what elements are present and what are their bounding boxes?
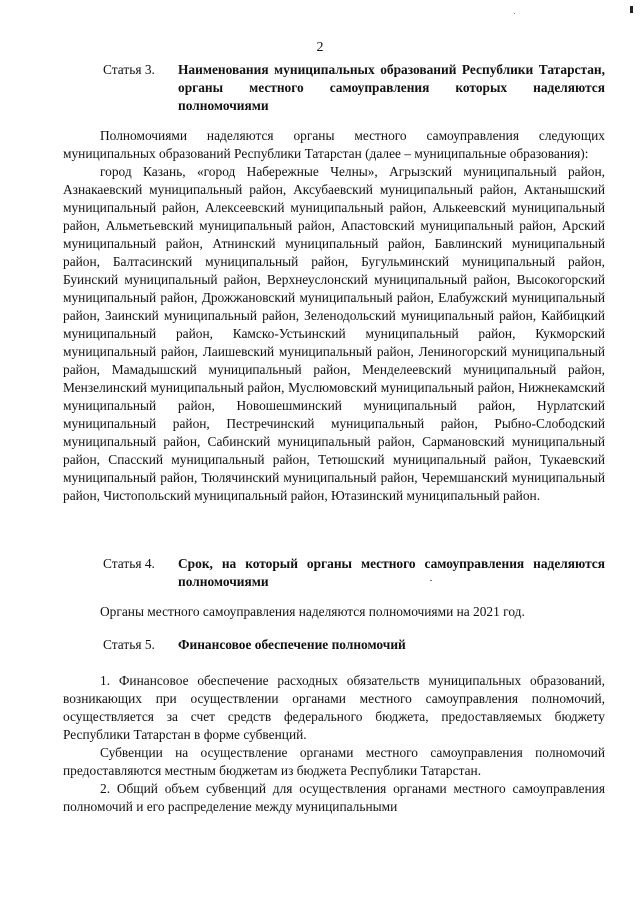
margin-mark (630, 6, 633, 13)
article-5-paragraph-1: 1. Финансовое обеспечение расходных обязательств муниципальных образований, возникающих при осуществлении органами местного самоуправления полномочий, осуществляется за счет средств федерального бюджета, предоставляемых бюджету Республики Татарстан в форме субвенций. (63, 673, 605, 742)
article-3-title: Наименования муниципальных образований Республики Татарстан, органы местного самоуправления которых наделяются полномочиями (178, 62, 605, 113)
article-3-heading (103, 61, 605, 115)
article-4-text: Органы местного самоуправления наделяются полномочиями на 2021 год. (100, 604, 525, 619)
article-5-paragraph-2: Субвенции на осуществление органами местного самоуправления полномочий предоставляются местным бюджетам из бюджета Республики Татарстан. (63, 745, 605, 778)
article-3-intro: Полномочиями наделяются органы местного самоуправления следующих муниципальных образований Республики Татарстан (далее – муниципальные образования): (63, 128, 605, 161)
scan-speck (514, 13, 515, 14)
article-4-title: Срок, на который органы местного самоуправления наделяются полномочиями (178, 556, 605, 589)
article-4-heading (103, 555, 605, 591)
article-4-label: Статья 4. (103, 556, 155, 571)
scan-speck (430, 580, 432, 581)
article-5-title: Финансовое обеспечение полномочий (178, 637, 406, 652)
article-5-paragraph-3: 2. Общий объем субвенций для осуществления органами местного самоуправления полномочий и его распределение между муниципальными (63, 781, 605, 814)
article-3-body (63, 127, 605, 505)
article-5-label: Статья 5. (103, 637, 155, 652)
article-5-body (63, 672, 605, 816)
article-3-municipality-list: город Казань, «город Набережные Челны», Агрызский муниципальный район, Азнакаевский муниципальный район, Аксубаевский муниципальный район, Актанышский муниципальный район, Алексеевский муниципальный район, Алькеевский муниципальный район, Альметьевский муниципальный район, Апастовский муниципальный район, Арский муниципальный район, Атнинский муниципальный район, Бавлинский муниципальный район, Балтасинский муниципальный район, Бугульминский муниципальный район, Буинский муниципальный район, Верхнеуслонский муниципальный район, Высокогорский муниципальный район, Дрожжановский муниципальный район, Елабужский муниципальный район, Заинский муниципальный район, Зеленодольский муниципальный район, Кайбицкий муниципальный район, Камско-Устьинский муниципальный район, Кукморский муниципальный район, Лаишевский муниципальный район, Лениногорский муниципальный район, Мамадышский муниципальный район, Менделеевский муниципальный район, Мензелинский муниципальный район, Муслюмовский муниципальный район, Нижнекамский муниципальный район, Новошешминский муниципальный район, Нурлатский муниципальный район, Пестречинский муниципальный район, Рыбно-Слободский муниципальный район, Сабинский муниципальный район, Сармановский муниципальный район, Спасский муниципальный район, Тетюшский муниципальный район, Тукаевский муниципальный район, Тюлячинский муниципальный район, Черемшанский муниципальный район, Чистопольский муниципальный район, Ютазинский муниципальный район. (63, 164, 605, 503)
article-5-heading (103, 636, 605, 654)
page-number: 2 (316, 40, 324, 55)
article-3-label: Статья 3. (103, 62, 155, 77)
article-4-body (63, 603, 605, 621)
